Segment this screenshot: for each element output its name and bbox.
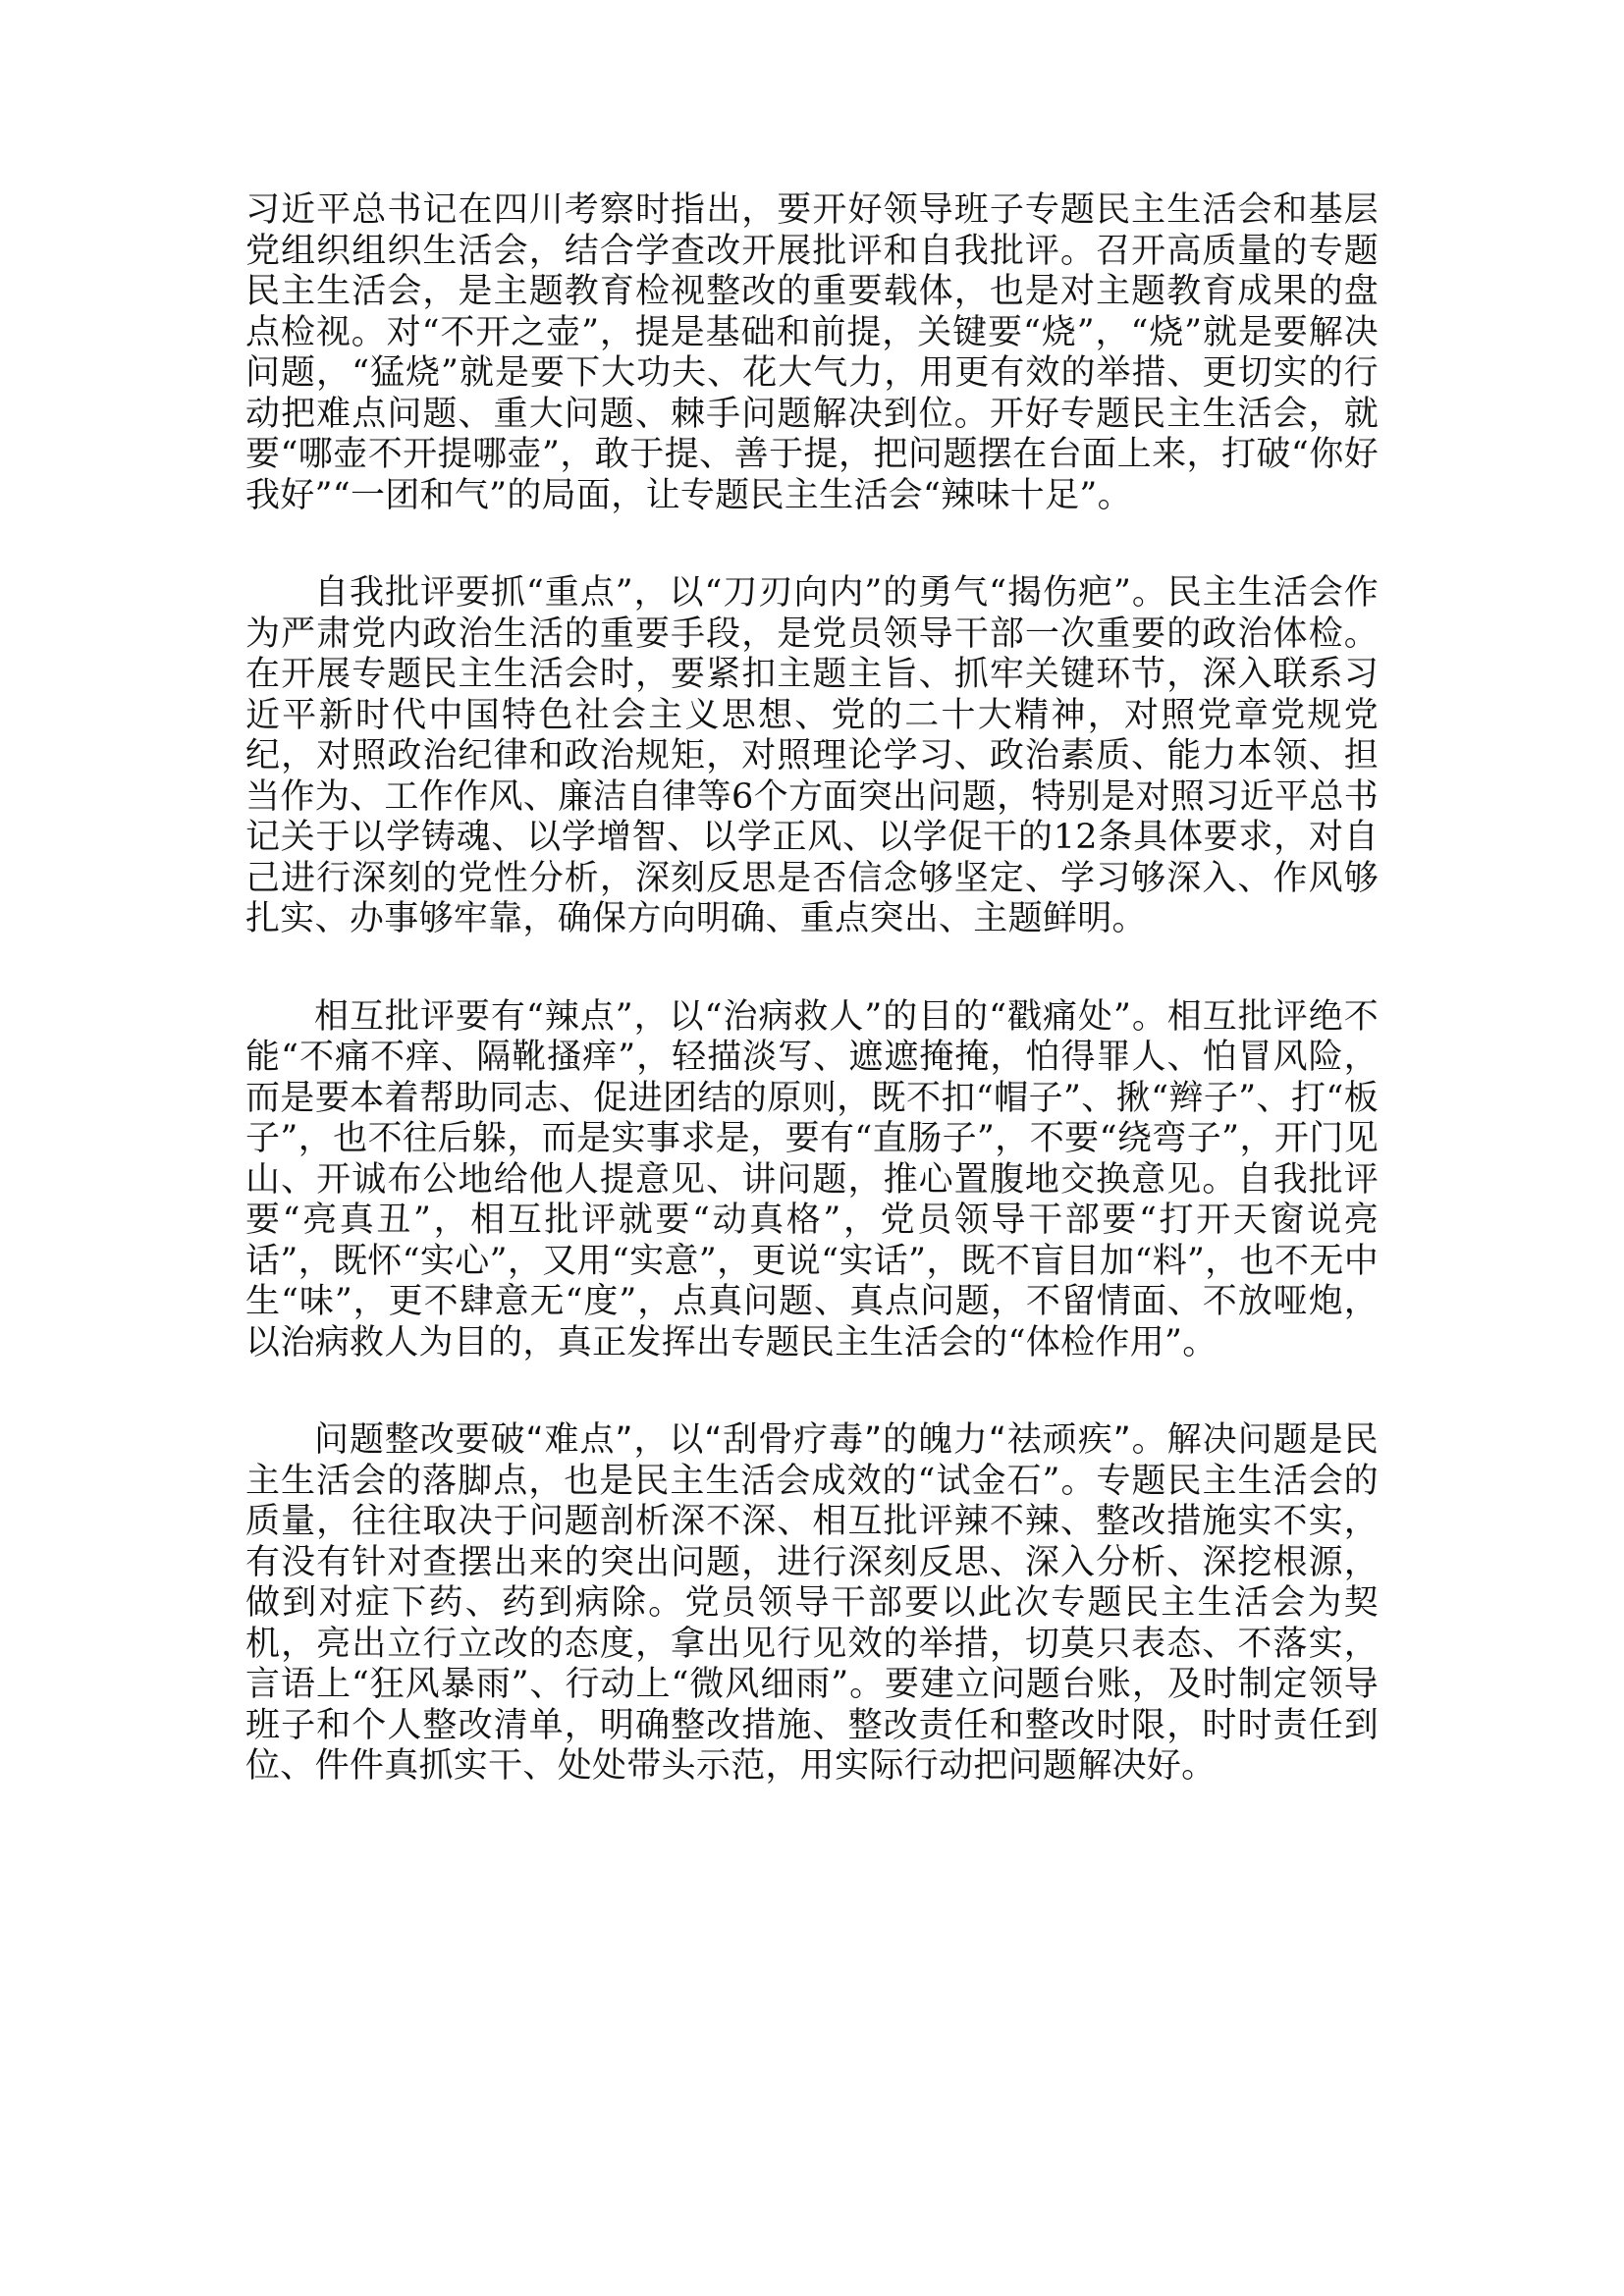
paragraph-4-text: 解决问题是民主生活会的落脚点，也是民主生活会成效的“试金石”。专题民主生活会的质量，往往取决于问题剖析深不深、相互批评辣不辣、整改措施实不实，有没有针对查摆出来的突出问题，进行深刻反思、深入分析、深挖根源，做到对症下药、药到病除。党员领导干部要以此次专题民主生活会为契机，亮出立行立改的态度，拿出见行见效的举措，切莫只表态、不落实，言语上“狂风暴雨”、行动上“微风细雨”。要建立问题台账，及时制定领导班子和个人整改清单，明确整改措施、整改责任和整改时限，时时责任到位、件件真抓实干、处处带头示范，用实际行动把问题解决好。 <box>245 1420 1379 1786</box>
paragraph-2-text: 自我批评要抓“重点”，以“刀刃向内”的勇气“揭伤疤”。民主生活会作为严肃党内政治生活的重要手段，是党员领导干部一次重要的政治体检。在开展专题民主生活会时，要紧扣主题主旨、抓牢关键环节，深入联系习近平新时代中国特色社会主义思想、党的二十大精神，对照党章党规党纪，对照政治纪律和政治规矩，对照理论学习、政治素质、能力本领、担当作为、工作作风、廉洁自律等6个方面突出问题，特别是对照习近平总书记关于以学铸魂、以学增智、以学正风、以学促干的12条具体要求，对自己进行深刻的党性分析，深刻反思是否信念够坚定、学习够深入、作风够扎实、办事够牢靠，确保方向明确、重点突出、主题鲜明。 <box>245 573 1379 938</box>
document-page <box>245 190 1379 1844</box>
paragraph-4 <box>245 1420 1379 1788</box>
paragraph-3-text: 相互批评要有“辣点”，以“治病救人”的目的“戳痛处”。相互批评绝不能“不痛不痒、隔靴搔痒”，轻描淡写、遮遮掩掩，怕得罪人、怕冒风险，而是要本着帮助同志、促进团结的原则，既不扣“帽子”、揪“辫子”、打“板子”，也不往后躲，而是实事求是，要有“直肠子”，不要“绕弯子”，开门见山、开诚布公地给他人提意见、讲问题，推心置腹地交换意见。自我批评要“亮真丑”，相互批评就要“动真格”，党员领导干部要“打开天窗说亮话”，既怀“实心”，又用“实意”，更说“实话”，既不盲目加“料”，也不无中生“味”，更不肆意无“度”，点真问题、真点问题，不留情面、不放哑炮，以治病救人为目的，真正发挥出专题民主生活会的“体检作用”。 <box>245 996 1379 1362</box>
paragraph-1 <box>245 190 1379 516</box>
paragraph-3 <box>245 997 1379 1364</box>
paragraph-4-lead: 问题整改要破“难点”，以“刮骨疗毒”的魄力“祛顽疾”。 <box>314 1420 1167 1460</box>
paragraph-1-text: 习近平总书记在四川考察时指出，要开好领导班子专题民主生活会和基层党组织组织生活会，结合学查改开展批评和自我批评。召开高质量的专题民主生活会，是主题教育检视整改的重要载体，也是对主题教育成果的盘点检视。对“不开之壶”，提是基础和前提，关键要“烧”，“烧”就是要解决问题，“猛烧”就是要下大功夫、花大气力，用更有效的举措、更切实的行动把难点问题、重大问题、棘手问题解决到位。开好专题民主生活会，就要“哪壶不开提哪壶”，敢于提、善于提，把问题摆在台面上来，打破“你好我好”“一团和气”的局面，让专题民主生活会“辣味十足”。 <box>245 190 1379 515</box>
paragraph-2 <box>245 573 1379 940</box>
